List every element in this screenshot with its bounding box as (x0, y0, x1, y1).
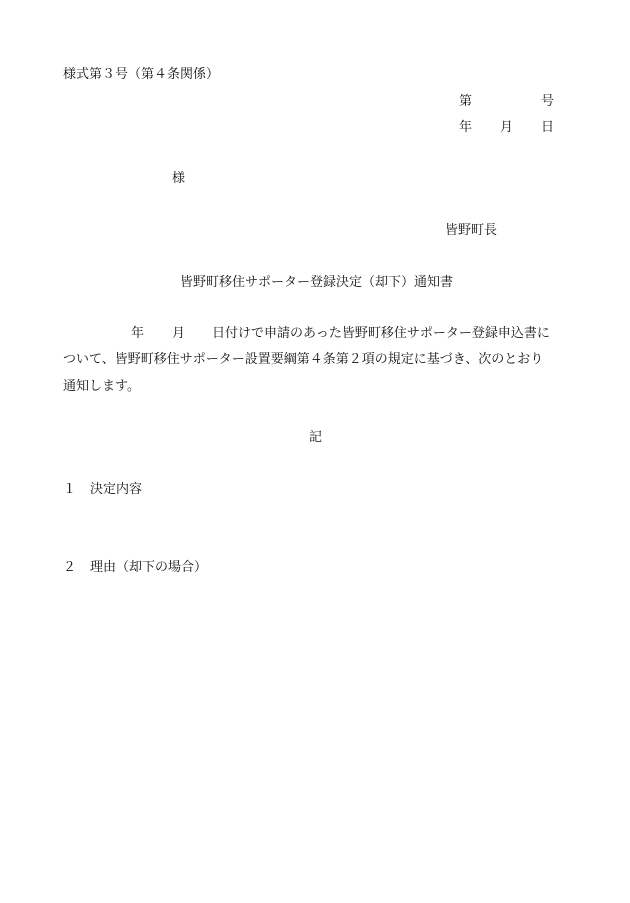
body-year-label: 年 (131, 326, 145, 341)
ki-marker: 記 (309, 430, 323, 445)
doc-number-prefix: 第 (459, 94, 473, 109)
item-label: 決定内容 (90, 482, 143, 497)
body-text-line-3: 通知します。 (63, 379, 140, 394)
list-item-decision (63, 483, 142, 496)
doc-number-suffix: 号 (541, 94, 555, 109)
item-number: ２ (63, 560, 77, 575)
form-label: 様式第３号（第４条関係） (63, 67, 220, 82)
issuer-name: 皆野町長 (445, 223, 498, 238)
body-month-label: 月 (172, 326, 186, 341)
document-title: 皆野町移住サポーター登録決定（却下）通知書 (180, 275, 454, 290)
item-label: 理由（却下の場合） (90, 560, 208, 575)
date-month-label: 月 (500, 120, 514, 135)
body-text-line-1: 日付けで申請のあった皆野町移住サポーター登録申込書に (212, 326, 550, 341)
list-item-reason (63, 561, 207, 574)
item-number: １ (63, 482, 77, 497)
date-year-label: 年 (459, 120, 473, 135)
date-day-label: 日 (541, 120, 555, 135)
addressee-suffix: 様 (172, 171, 186, 186)
body-text-line-2: ついて、皆野町移住サポーター設置要綱第４条第２項の規定に基づき、次のとおり (63, 352, 544, 367)
